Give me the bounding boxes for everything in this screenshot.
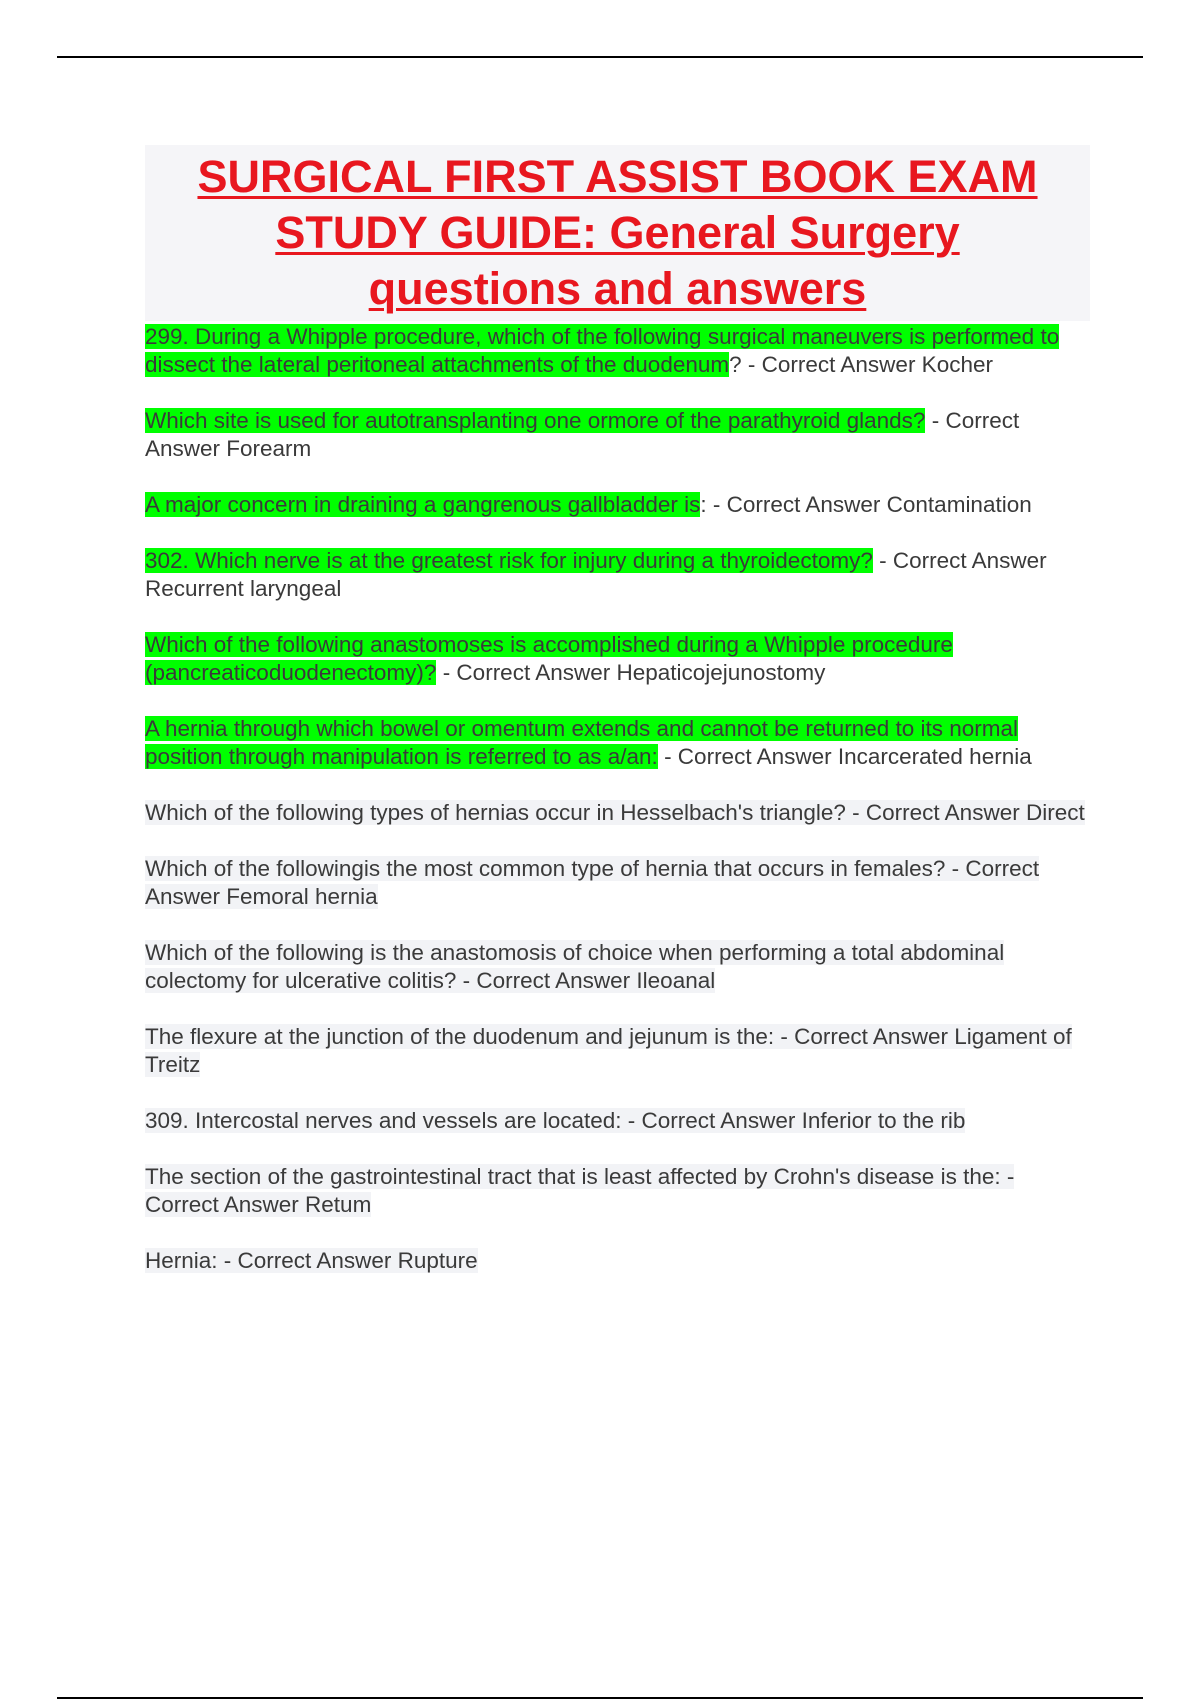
answer-text: - Correct Answer Inferior to the rib xyxy=(621,1108,966,1133)
qa-item-hernia-incarcerated xyxy=(145,715,1090,771)
answer-text: - Correct Answer Hepaticojejunostomy xyxy=(436,660,826,685)
answer-text: - Correct Answer Retum xyxy=(145,1164,1015,1217)
answer-text: - Correct Answer Femoral hernia xyxy=(145,856,1040,909)
question-text: Which of the following types of hernias occur in Hesselbach's triangle? xyxy=(145,800,846,825)
document-body xyxy=(145,145,1090,1303)
answer-text: - Correct Answer Ileoanal xyxy=(456,968,716,993)
answer-text: - Correct Answer Rupture xyxy=(217,1248,478,1273)
question-text: Which of the following is the anastomosis of choice when performing a total abdominal colectomy for ulcerative colitis? xyxy=(145,940,1005,993)
qa-item-whipple-anastomosis xyxy=(145,631,1090,687)
qa-item-309 xyxy=(145,1107,1090,1135)
question-text: Which of the following anastomoses is accomplished during a Whipple procedure (pancreaticoduodenectomy)? xyxy=(145,632,953,685)
answer-text: - Correct Answer Recurrent laryngeal xyxy=(145,548,1047,601)
question-text: Which of the followingis the most common type of hernia that occurs in females? xyxy=(145,856,946,881)
qa-item-parathyroid xyxy=(145,407,1090,463)
title-line-1: SURGICAL FIRST ASSIST BOOK EXAM xyxy=(197,151,1038,202)
qa-item-crohns xyxy=(145,1163,1090,1219)
qa-item-colectomy xyxy=(145,939,1090,995)
footer-rule xyxy=(57,1697,1143,1699)
answer-text: : - Correct Answer Contamination xyxy=(700,492,1032,517)
question-text: A hernia through which bowel or omentum extends and cannot be returned to its normal position through manipulation is referred to as a/an: xyxy=(145,716,1019,769)
qa-item-femoral xyxy=(145,855,1090,911)
question-text: Hernia: xyxy=(145,1248,218,1273)
question-text: Which site is used for autotransplanting one ormore of the parathyroid glands? xyxy=(145,408,926,433)
qa-item-299 xyxy=(145,323,1090,379)
qa-item-hernia xyxy=(145,1247,1090,1275)
qa-item-treitz xyxy=(145,1023,1090,1079)
document-title xyxy=(145,145,1090,321)
answer-text: - Correct Answer Forearm xyxy=(145,408,1020,461)
question-text: 309. Intercostal nerves and vessels are located: xyxy=(145,1108,622,1133)
qa-item-hesselbach xyxy=(145,799,1090,827)
header-rule xyxy=(57,56,1143,58)
question-text: 299. During a Whipple procedure, which of the following surgical maneuvers is performed to dissect the lateral peritoneal attachments of the duodenum xyxy=(145,324,1060,377)
answer-text: - Correct Answer Incarcerated hernia xyxy=(657,744,1032,769)
question-text: The section of the gastrointestinal tract that is least affected by Crohn's disease is the: xyxy=(145,1164,1001,1189)
answer-text: - Correct Answer Ligament of Treitz xyxy=(145,1024,1072,1077)
title-line-3: questions and answers xyxy=(368,263,867,314)
qa-list xyxy=(145,323,1090,1275)
qa-item-302 xyxy=(145,547,1090,603)
question-text: A major concern in draining a gangrenous gallbladder is xyxy=(145,492,701,517)
answer-text: ? - Correct Answer Kocher xyxy=(729,352,993,377)
answer-text: - Correct Answer Direct xyxy=(845,800,1085,825)
title-line-2: STUDY GUIDE: General Surgery xyxy=(275,207,960,258)
qa-item-gallbladder xyxy=(145,491,1090,519)
question-text: 302. Which nerve is at the greatest risk for injury during a thyroidectomy? xyxy=(145,548,873,573)
question-text: The flexure at the junction of the duodenum and jejunum is the: xyxy=(145,1024,775,1049)
